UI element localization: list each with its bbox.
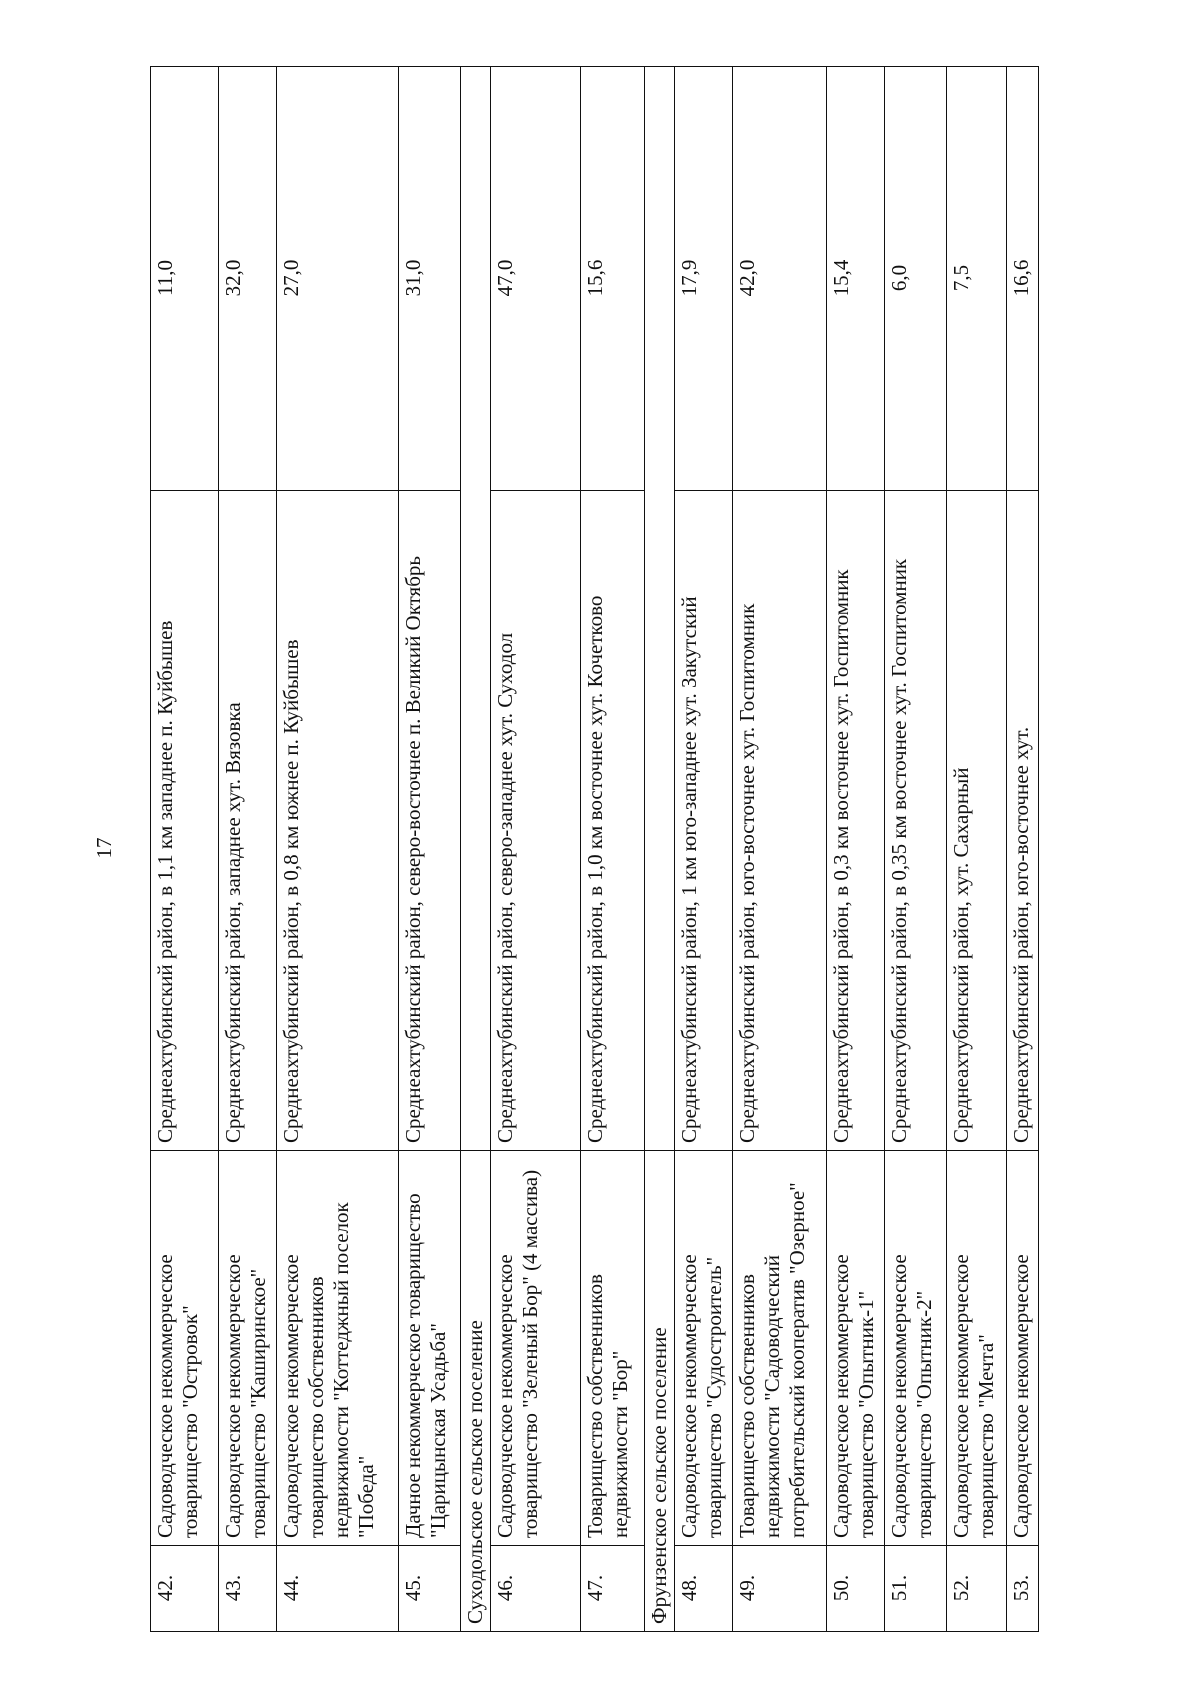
- row-number: 48.: [675, 1546, 733, 1632]
- location: Среднеахтубинский район, 1 км юго-западнее хут. Закутский: [675, 491, 733, 1151]
- table-row: [399, 67, 461, 1632]
- table-row: [581, 67, 645, 1632]
- location: Среднеахтубинский район, северо-западнее хут. Суходол: [491, 491, 581, 1151]
- area-value: 31,0: [399, 67, 461, 491]
- area-value: 17,9: [675, 67, 733, 491]
- page-number: 17: [92, 837, 116, 859]
- organization-name: Дачное некоммерческое товарищество "Царицынская Усадьба": [399, 1151, 461, 1546]
- table-row: [151, 67, 219, 1632]
- row-number: 47.: [581, 1546, 645, 1632]
- organization-name: Садоводческое некоммерческое товарищество "Опытник-2": [885, 1151, 947, 1546]
- location: Среднеахтубинский район, хут. Сахарный: [947, 491, 1007, 1151]
- location: Среднеахтубинский район, в 0,35 км восточнее хут. Госпитомник: [885, 491, 947, 1151]
- area-value: 11,0: [151, 67, 219, 491]
- organization-name: Товарищество собственников недвижимости "Садоводческий потребительский кооператив "Озерное": [733, 1151, 827, 1546]
- organization-name: Садоводческое некоммерческое товарищество собственников недвижимости "Коттеджный поселок "Победа": [277, 1151, 399, 1546]
- table-row: [733, 67, 827, 1632]
- location: Среднеахтубинский район, в 0,3 км восточнее хут. Госпитомник: [827, 491, 885, 1151]
- section-empty-cell: [645, 67, 675, 1151]
- section-empty-cell: [461, 67, 491, 1151]
- organization-name: Товарищество собственников недвижимости "Бор": [581, 1151, 645, 1546]
- location: Среднеахтубинский район, в 1,0 км восточнее хут. Кочетково: [581, 491, 645, 1151]
- table-row: [491, 67, 581, 1632]
- location: Среднеахтубинский район, северо-восточнее п. Великий Октябрь: [399, 491, 461, 1151]
- row-number: 52.: [947, 1546, 1007, 1632]
- rotated-table-container: [150, 67, 1200, 1632]
- table-row: [947, 67, 1007, 1632]
- location: Среднеахтубинский район, в 0,8 км южнее п. Куйбышев: [277, 491, 399, 1151]
- area-value: 16,6: [1007, 67, 1039, 491]
- area-value: 27,0: [277, 67, 399, 491]
- area-value: 15,6: [581, 67, 645, 491]
- organization-name: Садоводческое некоммерческое товарищество "Опытник-1": [827, 1151, 885, 1546]
- area-value: 15,4: [827, 67, 885, 491]
- area-value: 6,0: [885, 67, 947, 491]
- registry-table: [150, 66, 1039, 1632]
- table-row: [219, 67, 277, 1632]
- table-row: [827, 67, 885, 1632]
- organization-name: Садоводческое некоммерческое товарищество "Мечта": [947, 1151, 1007, 1546]
- row-number: 50.: [827, 1546, 885, 1632]
- row-number: 44.: [277, 1546, 399, 1632]
- row-number: 42.: [151, 1546, 219, 1632]
- area-value: 7,5: [947, 67, 1007, 491]
- row-number: 46.: [491, 1546, 581, 1632]
- location: Среднеахтубинский район, западнее хут. Вязовка: [219, 491, 277, 1151]
- organization-name: Садоводческое некоммерческое: [1007, 1151, 1039, 1546]
- row-number: 43.: [219, 1546, 277, 1632]
- row-number: 51.: [885, 1546, 947, 1632]
- section-title: Суходольское сельское поселение: [461, 1151, 491, 1632]
- organization-name: Садоводческое некоммерческое товарищество "Островок": [151, 1151, 219, 1546]
- section-header-row: [461, 67, 491, 1632]
- table-row: [675, 67, 733, 1632]
- table-row: [885, 67, 947, 1632]
- organization-name: Садоводческое некоммерческое товарищество "Судостроитель": [675, 1151, 733, 1546]
- location: Среднеахтубинский район, юго-восточнее хут.: [1007, 491, 1039, 1151]
- area-value: 47,0: [491, 67, 581, 491]
- row-number: 45.: [399, 1546, 461, 1632]
- table-row: [277, 67, 399, 1632]
- table-row: [1007, 67, 1039, 1632]
- row-number: 49.: [733, 1546, 827, 1632]
- section-title: Фрунзенское сельское поселение: [645, 1151, 675, 1632]
- location: Среднеахтубинский район, юго-восточнее хут. Госпитомник: [733, 491, 827, 1151]
- row-number: 53.: [1007, 1546, 1039, 1632]
- area-value: 42,0: [733, 67, 827, 491]
- location: Среднеахтубинский район, в 1,1 км западнее п. Куйбышев: [151, 491, 219, 1151]
- organization-name: Садоводческое некоммерческое товарищество "Каширинское": [219, 1151, 277, 1546]
- organization-name: Садоводческое некоммерческое товарищество "Зеленый Бор" (4 массива): [491, 1151, 581, 1546]
- section-header-row: [645, 67, 675, 1632]
- area-value: 32,0: [219, 67, 277, 491]
